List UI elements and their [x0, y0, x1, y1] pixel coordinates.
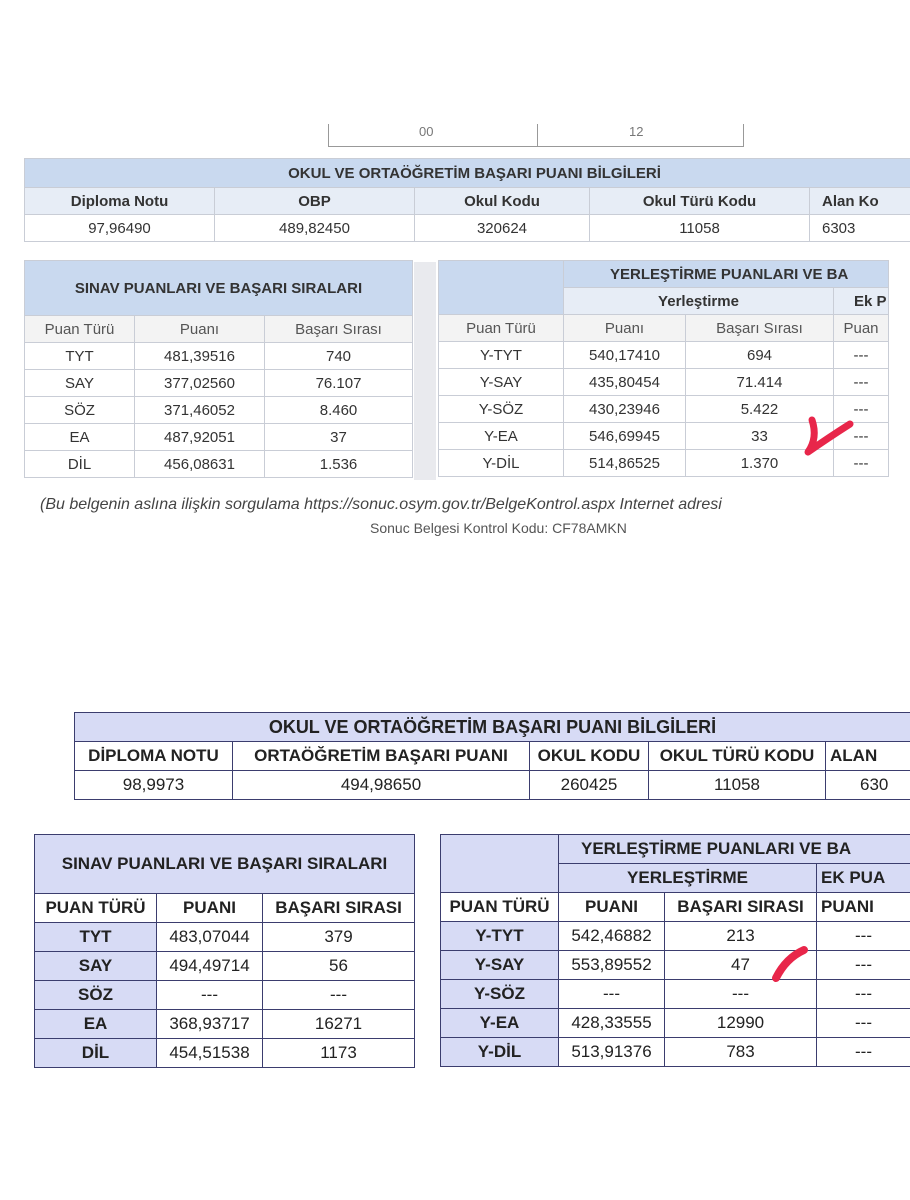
table-row [441, 1038, 910, 1067]
extra-score: --- [834, 423, 889, 450]
table-row [25, 424, 413, 451]
rank: 16271 [263, 1010, 415, 1039]
school-info-table [24, 158, 910, 242]
header-basari-sirasi: Başarı Sırası [265, 316, 413, 343]
score-type: DİL [25, 451, 135, 478]
header-okul-turu-kodu: OKUL TÜRÜ KODU [649, 742, 826, 771]
header-ek-puani: PUANI [817, 893, 910, 922]
header-diploma-notu: Diploma Notu [25, 188, 215, 215]
score: 430,23946 [564, 396, 686, 423]
table-row [441, 922, 910, 951]
score: 368,93717 [157, 1010, 263, 1039]
value-okul-kodu: 320624 [415, 215, 590, 242]
value-obp: 494,98650 [233, 771, 530, 800]
value-diploma-notu: 97,96490 [25, 215, 215, 242]
score-type: Y-SÖZ [439, 396, 564, 423]
placement-subtitle: Yerleştirme [564, 288, 834, 315]
score: --- [559, 980, 665, 1009]
score: 428,33555 [559, 1009, 665, 1038]
placement-title-blank [441, 835, 559, 893]
value-alan: 630 [826, 771, 910, 800]
score-type: Y-EA [441, 1009, 559, 1038]
score-type: SÖZ [25, 397, 135, 424]
score: 435,80454 [564, 369, 686, 396]
score-type: DİL [35, 1039, 157, 1068]
header-alan: ALAN [826, 742, 910, 771]
rank: 694 [686, 342, 834, 369]
score: 513,91376 [559, 1038, 665, 1067]
header-basari-sirasi: BAŞARI SIRASI [665, 893, 817, 922]
score-type: Y-SAY [441, 951, 559, 980]
score-type: Y-TYT [441, 922, 559, 951]
score: 481,39516 [135, 343, 265, 370]
verification-note: (Bu belgenin aslına ilişkin sorgulama https://sonuc.osym.gov.tr/BelgeKontrol.aspx Internet adresi [40, 496, 722, 513]
table-row [25, 397, 413, 424]
header-diploma-notu: DİPLOMA NOTU [75, 742, 233, 771]
header-puan-turu: Puan Türü [439, 315, 564, 342]
value-okul-turu-kodu: 11058 [649, 771, 826, 800]
exam-scores-table [24, 260, 413, 478]
placement-scores-title: YERLEŞTİRME PUANLARI VE BA [564, 261, 889, 288]
red-tick-mark-icon [766, 938, 816, 988]
header-okul-turu-kodu: Okul Türü Kodu [590, 188, 810, 215]
score-type: EA [35, 1010, 157, 1039]
score: 514,86525 [564, 450, 686, 477]
rank: 76.107 [265, 370, 413, 397]
rank: 1.370 [686, 450, 834, 477]
header-puani: PUANI [559, 893, 665, 922]
score-type: Y-DİL [441, 1038, 559, 1067]
school-info-title: OKUL VE ORTAÖĞRETİM BAŞARI PUANI BİLGİLERİ [75, 713, 910, 742]
score: 542,46882 [559, 922, 665, 951]
rank: 379 [263, 923, 415, 952]
value-okul-kodu: 260425 [530, 771, 649, 800]
score: 487,92051 [135, 424, 265, 451]
extra-score: --- [817, 922, 910, 951]
rank: 33 [686, 423, 834, 450]
extra-score: --- [834, 396, 889, 423]
rank: 1173 [263, 1039, 415, 1068]
score: 377,02560 [135, 370, 265, 397]
extra-score: --- [834, 450, 889, 477]
placement-scores-table [440, 834, 910, 1067]
score-type: SAY [25, 370, 135, 397]
placement-scores-title: YERLEŞTİRME PUANLARI VE BA [559, 835, 910, 864]
score: 546,69945 [564, 423, 686, 450]
header-puani: Puanı [135, 316, 265, 343]
value-okul-turu-kodu: 11058 [590, 215, 810, 242]
score-type: TYT [35, 923, 157, 952]
score: 456,08631 [135, 451, 265, 478]
header-alan-kodu: Alan Ko [810, 188, 910, 215]
extra-score: --- [834, 342, 889, 369]
table-row [441, 980, 910, 1009]
header-puan-turu: Puan Türü [25, 316, 135, 343]
cutoff-table-remnant [328, 124, 744, 147]
rank: 740 [265, 343, 413, 370]
rank: 71.414 [686, 369, 834, 396]
score-type: Y-SAY [439, 369, 564, 396]
header-obp: OBP [215, 188, 415, 215]
header-okul-kodu: OKUL KODU [530, 742, 649, 771]
header-okul-kodu: Okul Kodu [415, 188, 590, 215]
table-row [439, 342, 889, 369]
table-row [25, 343, 413, 370]
extra-score: --- [817, 1009, 910, 1038]
table-row [25, 370, 413, 397]
value-diploma-notu: 98,9973 [75, 771, 233, 800]
header-puan-turu: PUAN TÜRÜ [35, 894, 157, 923]
value-alan-kodu: 6303 [810, 215, 910, 242]
score-type: EA [25, 424, 135, 451]
extra-score: --- [834, 369, 889, 396]
extra-score: --- [817, 1038, 910, 1067]
score: --- [157, 981, 263, 1010]
control-code: Sonuc Belgesi Kontrol Kodu: CF78AMKN [370, 520, 627, 536]
score: 483,07044 [157, 923, 263, 952]
table-row [441, 1009, 910, 1038]
table-separator [414, 262, 436, 480]
score-type: Y-DİL [439, 450, 564, 477]
score: 371,46052 [135, 397, 265, 424]
table-row [35, 1010, 415, 1039]
score-type: SAY [35, 952, 157, 981]
header-puan-turu: PUAN TÜRÜ [441, 893, 559, 922]
score-type: TYT [25, 343, 135, 370]
rank: 37 [265, 424, 413, 451]
red-check-mark-icon [798, 398, 858, 458]
extra-score: --- [817, 951, 910, 980]
rank: 1.536 [265, 451, 413, 478]
exam-scores-title: SINAV PUANLARI VE BAŞARI SIRALARI [35, 835, 415, 894]
extra-points-subtitle: Ek P [834, 288, 889, 315]
header-ortaogretim-basari-puani: ORTAÖĞRETİM BAŞARI PUANI [233, 742, 530, 771]
extra-score: --- [817, 980, 910, 1009]
rank: 12990 [665, 1009, 817, 1038]
school-info-table [74, 712, 910, 800]
placement-subtitle: YERLEŞTİRME [559, 864, 817, 893]
placement-title-blank [439, 261, 564, 315]
header-basari-sirasi: Başarı Sırası [686, 315, 834, 342]
score-type: SÖZ [35, 981, 157, 1010]
table-row [441, 951, 910, 980]
score: 494,49714 [157, 952, 263, 981]
rank: 783 [665, 1038, 817, 1067]
table-row [35, 952, 415, 981]
table-row [439, 369, 889, 396]
score-type: Y-EA [439, 423, 564, 450]
rank: 56 [263, 952, 415, 981]
score-type: Y-TYT [439, 342, 564, 369]
rank: --- [665, 980, 817, 1009]
header-puani: PUANI [157, 894, 263, 923]
rank: 8.460 [265, 397, 413, 424]
header-ek-puan: Puan [834, 315, 889, 342]
rank: --- [263, 981, 415, 1010]
exam-scores-table [34, 834, 415, 1068]
value-obp: 489,82450 [215, 215, 415, 242]
rank: 5.422 [686, 396, 834, 423]
header-puani: Puanı [564, 315, 686, 342]
table-row [35, 1039, 415, 1068]
table-row [25, 451, 413, 478]
cutoff-value-1: 00 [419, 124, 434, 139]
score-type: Y-SÖZ [441, 980, 559, 1009]
table-row [35, 923, 415, 952]
cutoff-value-2: 12 [629, 124, 644, 139]
rank: 47 [665, 951, 817, 980]
header-basari-sirasi: BAŞARI SIRASI [263, 894, 415, 923]
table-row [35, 981, 415, 1010]
score: 454,51538 [157, 1039, 263, 1068]
school-info-title: OKUL VE ORTAÖĞRETİM BAŞARI PUANI BİLGİLERİ [25, 159, 910, 188]
exam-scores-title: SINAV PUANLARI VE BAŞARI SIRALARI [25, 261, 413, 316]
rank: 213 [665, 922, 817, 951]
score: 553,89552 [559, 951, 665, 980]
extra-points-subtitle: EK PUA [817, 864, 910, 893]
score: 540,17410 [564, 342, 686, 369]
